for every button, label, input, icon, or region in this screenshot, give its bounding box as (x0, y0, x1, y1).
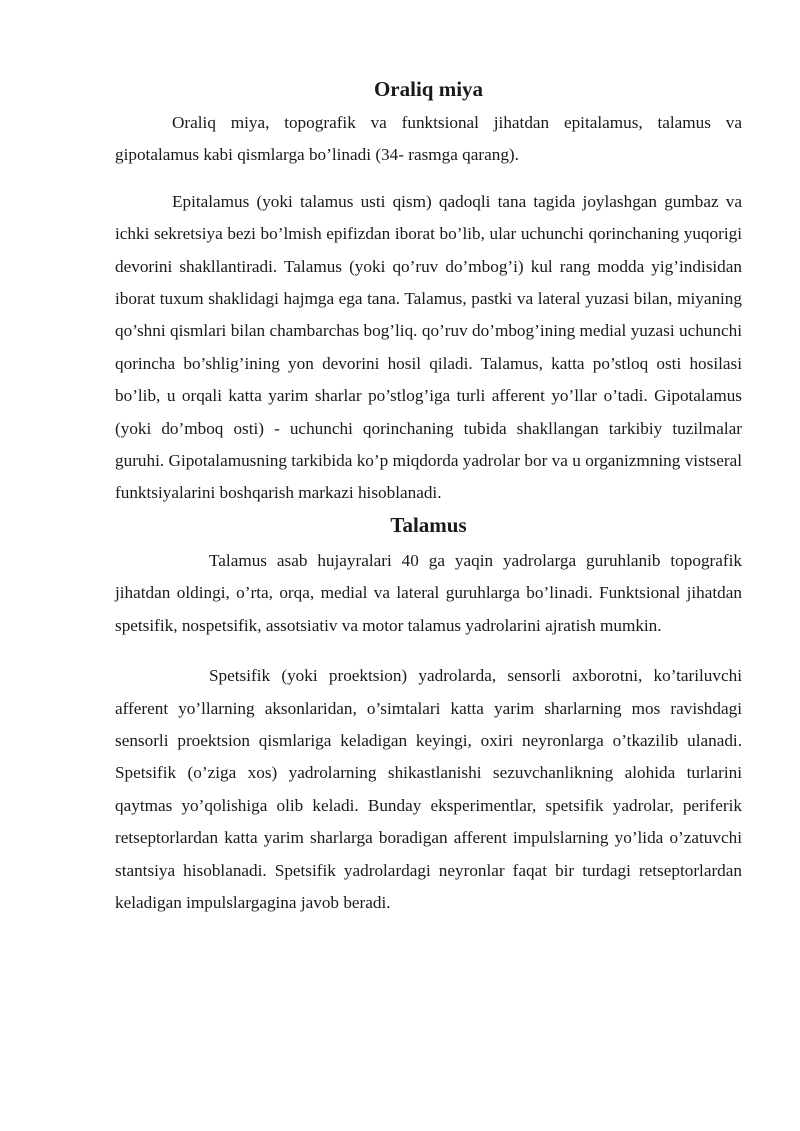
document-page (115, 74, 742, 919)
paragraph-intro: Oraliq miya, topografik va funktsional jihatdan epitalamus, talamus va gipotalamus kabi qismlarga bo’linadi (34- rasmga qarang). (115, 113, 742, 165)
paragraph-epitalamus: Epitalamus (yoki talamus usti qism) qadoqli tana tagida joylashgan gumbaz va ichki sekretsiya bezi bo’lmish epifizdan iborat bo’lib, ular uchunchi qorinchaning yuqorigi devorini shakllantiradi. Talamus (yoki qo’ruv do’mbog’i) kul rang modda yig’indisidan iborat tuxum shaklidagi hajmga ega tana. Talamus, pastki va lateral yuzasi bilan, miyaning qo’shni qismlari bilan chambarchas bog’liq. qo’ruv do’mbog’ining medial yuzasi uchunchi qorincha bo’shlig’ining yon devorini hosil qiladi. Talamus, katta po’stloq osti hosilasi bo’lib, u orqali katta yarim sharlar po’stlog’iga turli afferent yo’llar o’tadi. Gipotalamus (yoki do’mboq osti) - uchunchi qorinchaning tubida shakllangan tarkibiy tuzilmalar guruhi. Gipotalamusning tarkibida ko’p miqdorda yadrolar bor va u organizmning vistseral funktsiyalarini boshqarish markazi hisoblanadi. (115, 191, 742, 503)
paragraph-talamus: Talamus asab hujayralari 40 ga yaqin yadrolarga guruhlanib topografik jihatdan oldingi, o’rta, orqa, medial va lateral guruhlarga bo’linadi. Funktsional jihatdan spetsifik, nospetsifik, assotsiativ va motor talamus yadrolarini ajratish mumkin. (115, 550, 742, 635)
section-heading-talamus: Talamus (390, 512, 467, 537)
paragraph-spetsifik: Spetsifik (yoki proektsion) yadrolarda, sensorli axborotni, ko’tariluvchi afferent yo’llarning aksonlaridan, o’simtalari katta yarim sharlarning mos ravishdagi sensorli proektsion qismlariga keladigan keyingi, oxiri neyronlarga o’tkazilib ulanadi. Spetsifik (o’ziga xos) yadrolarning shikastlanishi sezuvchanlikning alohida turlarini qaytmas yo’qolishiga olib keladi. Bunday eksperimentlar, spetsifik yadrolar, periferik retseptorlardan katta yarim sharlarga boradigan afferent impulslarning yo’lida o’zatuvchi stantsiya hisoblanadi. Spetsifik yadrolardagi neyronlar faqat bir turdagi retseptorlardan keladigan impulslargagina javob beradi. (115, 666, 742, 912)
section-heading-oraliq-miya: Oraliq miya (373, 77, 484, 101)
